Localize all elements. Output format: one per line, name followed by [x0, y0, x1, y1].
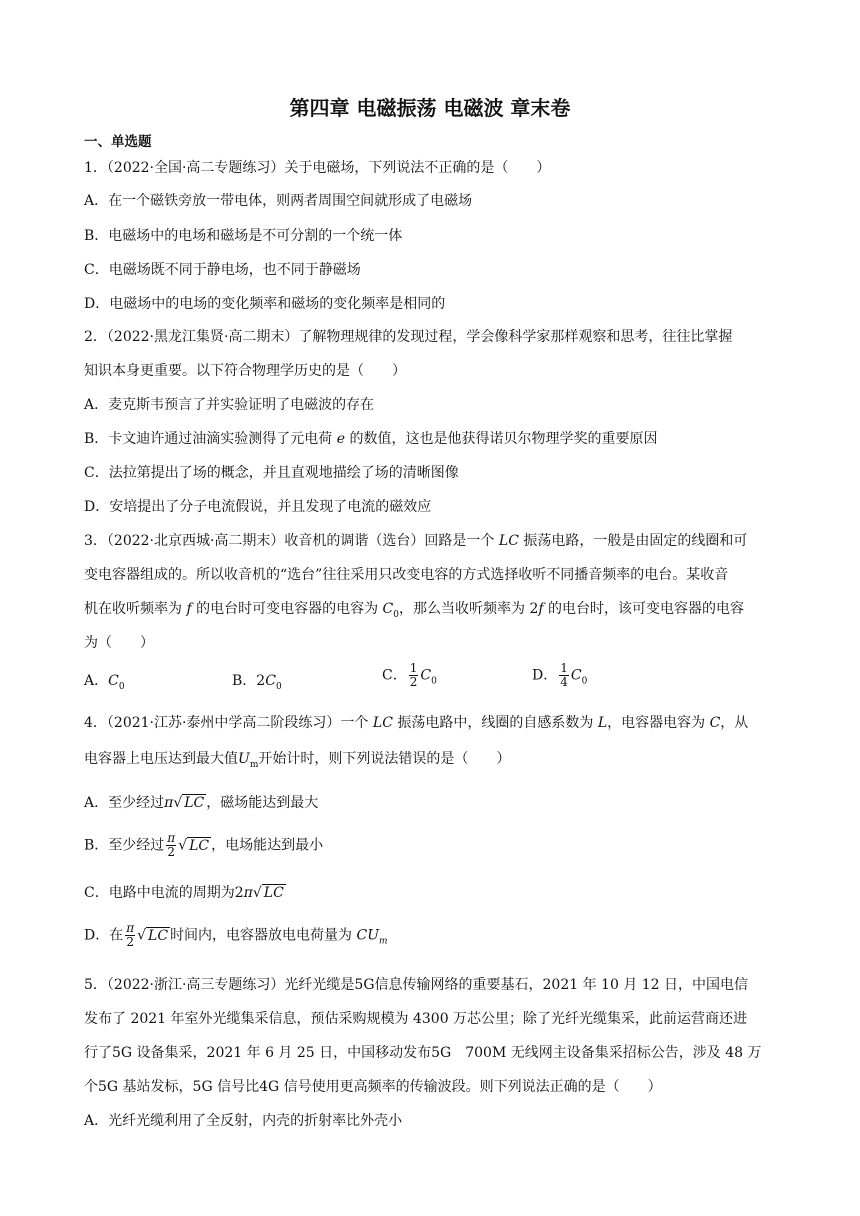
question-1-option-d: D．电磁场中的电场的变化频率和磁场的变化频率是相同的: [84, 296, 446, 312]
question-5-stem-line4: 个5G 基站发标，5G 信号比4G 信号使用更高频率的传输波段。则下列说法正确的是（ ）: [84, 1079, 662, 1095]
question-5-stem-line1: 5．（2022·浙江·高三专题练习）光纤光缆是5G信息传输网络的重要基石，2021 年 10 月 12 日，中国电信: [84, 977, 749, 993]
question-2-option-b: B．卡文迪许通过油滴实验测得了元电荷 e 的数值，这也是他获得诺贝尔物理学奖的重要原因: [84, 431, 658, 447]
question-1-option-a: A．在一个磁铁旁放一带电体，则两者周围空间就形成了电磁场: [84, 193, 473, 209]
question-3-option-d: D． $\frac{1}{4}$ $C_0$: [532, 661, 588, 689]
question-4-stem-line2: 电容器上电压达到最大值$U_m$开始计时，则下列说法错误的是（ ）: [84, 751, 511, 770]
question-3-options: [84, 661, 784, 696]
page-title: 第四章 电磁振荡 电磁波 章末卷: [289, 96, 571, 120]
question-4-stem-line1: 4．（2021·江苏·泰州中学高二阶段练习）一个 LC 振荡电路中，线圈的自感系数为 L，电容器电容为 C，从: [84, 715, 749, 731]
section-heading: 一、单选题: [84, 134, 152, 150]
question-1-option-b: B．电磁场中的电场和磁场是不可分割的一个统一体: [84, 228, 403, 244]
question-2-option-d: D．安培提出了分子电流假说，并且发现了电流的磁效应: [84, 499, 432, 515]
question-4-option-a: A．至少经过π√ LC ，磁场能达到最大: [84, 795, 319, 811]
question-3-option-a: A．$C_0$: [84, 673, 125, 692]
question-5-stem-line3: 行了5G 设备集采，2021 年 6 月 25 日，中国移动发布5G 700M 无线网主设备集采招标公告，涉及 48 万: [84, 1045, 762, 1061]
question-2-stem-line2: 知识本身更重要。以下符合物理学历史的是（ ）: [84, 363, 406, 379]
question-4-option-d: D．在 $\frac{\pi}{2}$ √ LC 时间内，电容器放电电荷量为 $CU_m$: [84, 921, 388, 949]
question-3-option-b: B．$2C_0$: [232, 673, 282, 692]
question-5-stem-line2: 发布了 2021 年室外光缆集采信息，预估采购规模为 4300 万芯公里；除了光纤光缆集采，此前运营商还进: [84, 1011, 748, 1027]
question-4-option-b: B．至少经过 $\frac{\pi}{2}$ √ LC ，电场能达到最小: [84, 831, 324, 859]
question-4-option-c: C．电路中电流的周期为2π√ LC: [84, 885, 284, 901]
question-1-option-c: C．电磁场既不同于静电场，也不同于静磁场: [84, 262, 361, 278]
question-2-stem-line1: 2．（2022·黑龙江集贤·高二期末）了解物理规律的发现过程，学会像科学家那样观察和思考，往往比掌握: [84, 329, 733, 345]
question-3-option-c: C． $\frac{1}{2}$ $C_0$: [382, 661, 437, 689]
question-2-option-a: A．麦克斯韦预言了并实验证明了电磁波的存在: [84, 397, 375, 413]
question-5-option-a: A．光纤光缆利用了全反射，内壳的折射率比外壳小: [84, 1113, 403, 1129]
question-2-option-c: C．法拉第提出了场的概念，并且直观地描绘了场的清晰图像: [84, 465, 459, 481]
question-3-stem-line4: 为（ ）: [84, 635, 154, 651]
question-3-stem-line2: 变电容器组成的。所以收音机的“选台”往往采用只改变电容的方式选择收听不同播音频率的电台。某收音: [84, 567, 729, 583]
question-3-stem-line1: 3．（2022·北京西城·高二期末）收音机的调谐（选台）回路是一个 LC 振荡电路，一般是由固定的线圈和可: [84, 533, 748, 549]
question-3-stem-line3: 机在收听频率为 f 的电台时可变电容器的电容为 $C_0$，那么当收听频率为 2f 的电台时，该可变电容器的电容: [84, 601, 744, 620]
question-1-stem: 1．（2022·全国·高二专题练习）关于电磁场，下列说法不正确的是（ ）: [84, 160, 551, 176]
